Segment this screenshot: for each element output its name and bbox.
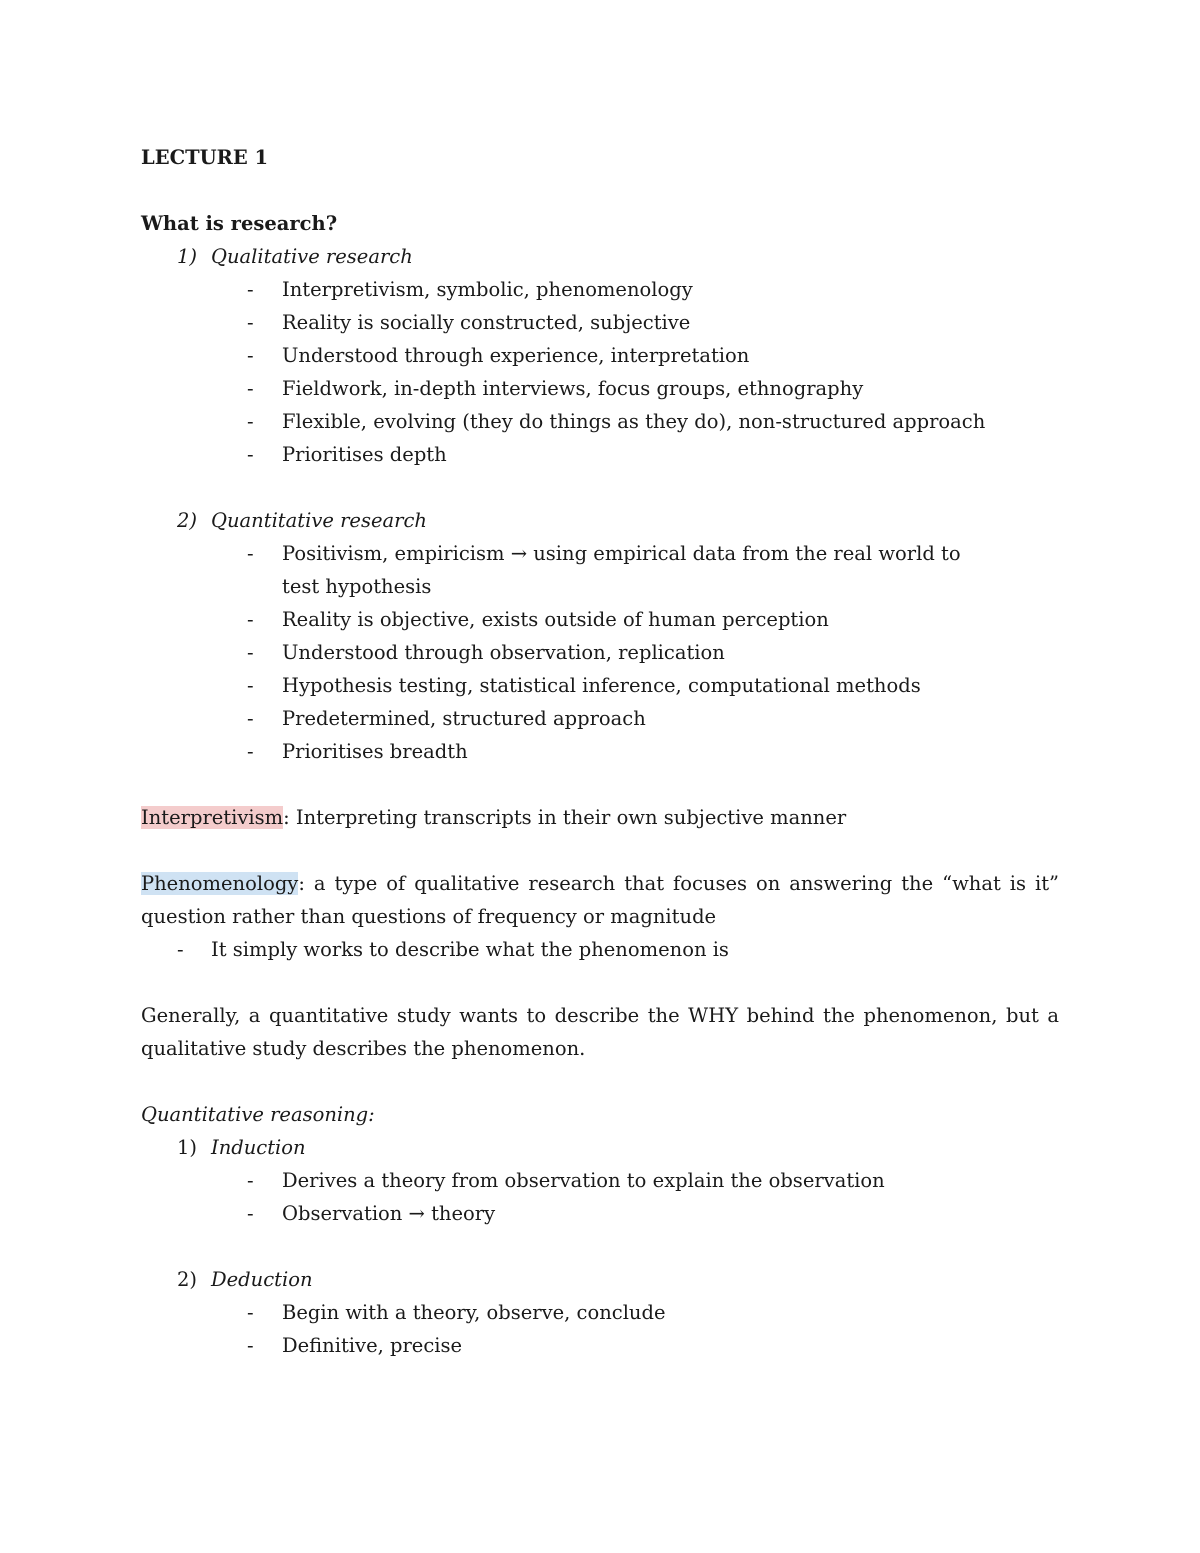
list-label: Deduction — [211, 1268, 313, 1291]
dash-marker: - — [247, 1301, 254, 1324]
list-item-deduction — [141, 1263, 1059, 1296]
list-item-qualitative — [141, 240, 1059, 273]
bullet-item — [141, 438, 1059, 471]
bullet-text: Predetermined, structured approach — [282, 707, 646, 730]
dash-marker: - — [247, 674, 254, 697]
bullet-item — [141, 702, 1059, 735]
generally-paragraph: Generally, a quantitative study wants to describe the WHY behind the phenomenon, but a qualitative study describes the phenomenon. — [141, 1004, 1059, 1060]
bullet-text: Reality is socially constructed, subjective — [282, 311, 691, 334]
list-number: 2) — [177, 509, 198, 532]
spacer — [141, 471, 1059, 504]
bullet-text: Reality is objective, exists outside of human perception — [282, 608, 829, 631]
lecture-title: LECTURE 1 — [141, 146, 269, 169]
phenomenology-term: Phenomenology — [141, 872, 299, 895]
bullet-text: Hypothesis testing, statistical inference, computational methods — [282, 674, 921, 697]
bullet-text: Observation → theory — [282, 1202, 496, 1225]
phenomenology-definition — [141, 867, 1059, 933]
list-label: Quantitative research — [211, 509, 427, 532]
bullet-item — [141, 1296, 1059, 1329]
document-page — [141, 141, 1059, 1362]
reasoning-heading: Quantitative reasoning: — [141, 1103, 375, 1126]
bullet-text: Interpretivism, symbolic, phenomenology — [282, 278, 693, 301]
bullet-item — [141, 603, 1059, 636]
bullet-item — [141, 1329, 1059, 1362]
bullet-item — [141, 273, 1059, 306]
phenomenology-text: : a type of qualitative research that focuses on answering the “what is it” question rather than questions of frequency or magnitude — [141, 872, 1059, 928]
list-number: 2) — [177, 1268, 198, 1291]
bullet-item — [141, 1197, 1059, 1230]
spacer — [141, 174, 1059, 207]
dash-marker: - — [247, 608, 254, 631]
list-item-induction — [141, 1131, 1059, 1164]
interpretivism-text: : Interpreting transcripts in their own subjective manner — [283, 806, 847, 829]
list-label: Qualitative research — [211, 245, 413, 268]
bullet-text: Derives a theory from observation to explain the observation — [282, 1169, 885, 1192]
dash-marker: - — [247, 410, 254, 433]
bullet-text: Understood through observation, replication — [282, 641, 725, 664]
dash-marker: - — [247, 707, 254, 730]
dash-marker: - — [247, 740, 254, 763]
spacer — [141, 834, 1059, 867]
dash-marker: - — [247, 344, 254, 367]
spacer — [141, 768, 1059, 801]
interpretivism-definition — [141, 801, 1059, 834]
bullet-item — [141, 405, 1059, 438]
bullet-text: Fieldwork, in-depth interviews, focus groups, ethnography — [282, 377, 864, 400]
dash-marker: - — [247, 1202, 254, 1225]
spacer — [141, 1230, 1059, 1263]
bullet-text: Positivism, empiricism → using empirical data from the real world to test hypothesis — [282, 542, 961, 598]
bullet-text: Prioritises breadth — [282, 740, 468, 763]
list-item-quantitative — [141, 504, 1059, 537]
bullet-item — [141, 669, 1059, 702]
bullet-item — [141, 537, 1059, 603]
list-number: 1) — [177, 1136, 198, 1159]
dash-marker: - — [247, 311, 254, 334]
bullet-text: It simply works to describe what the phenomenon is — [211, 938, 729, 961]
dash-marker: - — [177, 938, 184, 961]
bullet-text: Prioritises depth — [282, 443, 447, 466]
list-number: 1) — [177, 245, 198, 268]
bullet-item — [141, 933, 1059, 966]
dash-marker: - — [247, 542, 254, 565]
bullet-text: Definitive, precise — [282, 1334, 463, 1357]
dash-marker: - — [247, 377, 254, 400]
bullet-item — [141, 1164, 1059, 1197]
bullet-item — [141, 735, 1059, 768]
bullet-item — [141, 306, 1059, 339]
bullet-item — [141, 636, 1059, 669]
list-label: Induction — [211, 1136, 306, 1159]
spacer — [141, 966, 1059, 999]
bullet-item — [141, 339, 1059, 372]
dash-marker: - — [247, 443, 254, 466]
dash-marker: - — [247, 1334, 254, 1357]
bullet-item — [141, 372, 1059, 405]
interpretivism-term: Interpretivism — [141, 806, 284, 829]
dash-marker: - — [247, 278, 254, 301]
section-heading: What is research? — [141, 212, 338, 235]
bullet-text: Begin with a theory, observe, conclude — [282, 1301, 666, 1324]
dash-marker: - — [247, 1169, 254, 1192]
bullet-text: Flexible, evolving (they do things as they do), non-structured approach — [282, 410, 986, 433]
bullet-text: Understood through experience, interpretation — [282, 344, 750, 367]
dash-marker: - — [247, 641, 254, 664]
spacer — [141, 1065, 1059, 1098]
